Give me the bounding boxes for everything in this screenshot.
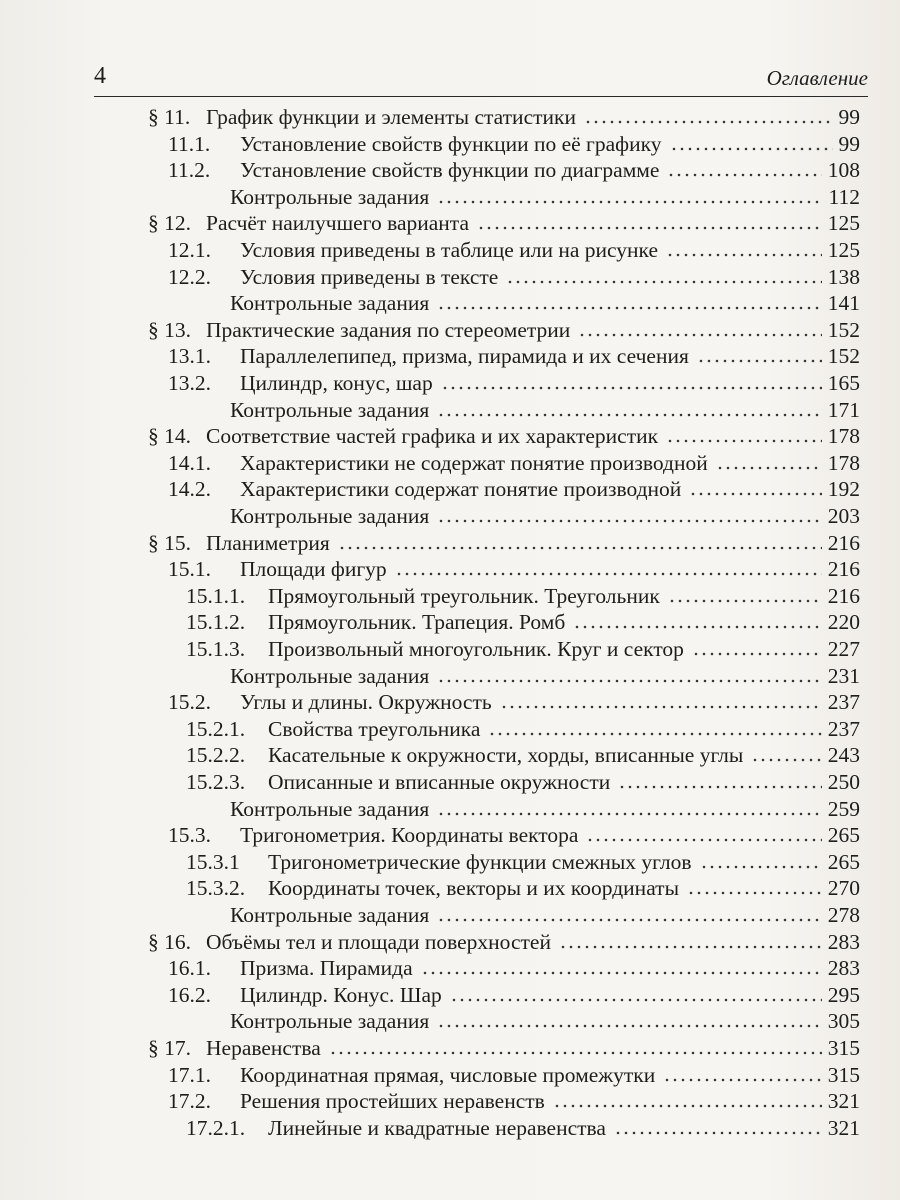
toc-entry-number: 12.2.	[168, 264, 211, 289]
toc-section-row	[168, 474, 860, 502]
toc-section-row	[168, 368, 860, 396]
toc-entry-title: Углы и длины. Окружность	[240, 690, 492, 715]
toc-leader-dots	[437, 1024, 822, 1028]
toc-page-ref: 305	[827, 1009, 860, 1034]
toc-entry-number: § 14.	[148, 424, 191, 449]
toc-entry-title: Контрольные задания	[230, 663, 430, 688]
toc-section-row	[220, 900, 860, 928]
toc-page-ref: 99	[838, 131, 860, 156]
toc-entry-title: Объёмы тел и площади поверхностей	[206, 929, 551, 954]
toc-section-row	[168, 235, 860, 263]
toc-subsection-row	[186, 581, 860, 609]
toc-leader-dots	[578, 333, 821, 337]
toc-entry-number: 15.2.3.	[186, 770, 246, 794]
toc-entry-number: 16.2.	[168, 982, 211, 1007]
toc-page-ref: 125	[827, 238, 860, 262]
toc-section-row	[220, 395, 860, 423]
toc-entry-title: Установление свойств функции по её графику	[240, 131, 662, 156]
toc-section-row	[168, 1060, 860, 1088]
toc-section-row	[220, 288, 860, 316]
toc-leader-dots	[689, 492, 821, 496]
toc-page-ref: 227	[827, 637, 860, 661]
toc-entry-title: График функции и элементы статистики	[206, 105, 576, 129]
toc-section-row	[168, 980, 860, 1008]
toc-page-ref: 108	[827, 158, 860, 183]
toc-entry-number: 15.2.	[168, 690, 211, 715]
toc-section-row	[168, 262, 860, 290]
toc-entry-number: 17.2.1.	[186, 1115, 246, 1140]
toc-leader-dots	[441, 386, 822, 390]
toc-leader-dots	[437, 918, 822, 922]
toc-chapter-row	[148, 1033, 860, 1061]
toc-entry-title: Контрольные задания	[230, 504, 430, 528]
toc-section-row	[168, 448, 860, 476]
toc-leader-dots	[437, 200, 822, 204]
toc-entry-title: Решения простейших неравенств	[240, 1089, 545, 1114]
toc-page-ref: 220	[827, 610, 860, 635]
toc-leader-dots	[450, 998, 822, 1002]
toc-entry-title: Координатная прямая, числовые промежутки	[240, 1062, 656, 1087]
toc-page-ref: 203	[827, 504, 860, 528]
toc-leader-dots	[751, 758, 821, 762]
toc-entry-title: Цилиндр. Конус. Шар	[240, 982, 442, 1007]
toc-section-row	[168, 1086, 860, 1114]
toc-subsection-row	[186, 1113, 860, 1141]
toc-subsection-row	[186, 847, 860, 875]
toc-page-ref: 216	[827, 557, 860, 582]
toc-entry-number: 13.1.	[168, 344, 211, 369]
toc-entry-number: 15.1.	[168, 557, 211, 582]
toc-entry-title: Параллелепипед, призма, пирамида и их сечения	[240, 344, 689, 369]
toc-entry-title: Тригонометрические функции смежных углов	[268, 849, 692, 874]
toc-entry-number: 14.1.	[168, 450, 211, 475]
toc-page-ref: 231	[827, 663, 860, 688]
toc-section-row	[220, 794, 860, 822]
toc-leader-dots	[421, 971, 822, 975]
toc-chapter-row	[148, 528, 860, 556]
toc-entry-title: Контрольные задания	[230, 291, 430, 316]
toc-leader-dots	[586, 838, 821, 842]
toc-leader-dots	[500, 705, 822, 709]
toc-page-ref: 315	[827, 1062, 860, 1087]
toc-entry-number: § 13.	[148, 317, 191, 342]
toc-leader-dots	[692, 652, 822, 656]
toc-leader-dots	[437, 413, 822, 417]
toc-entry-number: 15.3.2.	[186, 876, 246, 901]
toc-page-ref: 315	[827, 1036, 860, 1060]
toc-entry-title: Планиметрия	[206, 530, 330, 555]
toc-entry-title: Площади фигур	[240, 557, 387, 582]
toc-leader-dots	[488, 732, 821, 736]
toc-entry-number: 16.1.	[168, 956, 211, 981]
toc-leader-dots	[437, 306, 822, 310]
running-head	[94, 62, 868, 97]
toc-leader-dots	[668, 599, 822, 603]
toc-leader-dots	[338, 546, 822, 550]
toc-subsection-row	[186, 740, 860, 768]
toc-leader-dots	[477, 226, 822, 230]
toc-page-ref: 171	[827, 397, 860, 422]
toc-page-ref: 321	[827, 1115, 860, 1140]
toc-page-ref: 152	[827, 344, 860, 369]
toc-chapter-row	[148, 102, 860, 130]
toc-section-row	[220, 182, 860, 210]
toc-entry-number: 15.2.1.	[186, 716, 246, 741]
toc-entry-title: Координаты точек, векторы и их координаты	[268, 876, 680, 901]
toc-chapter-row	[148, 421, 860, 449]
toc-section-row	[168, 820, 860, 848]
toc-entry-title: Условия приведены в таблице или на рисунке	[240, 238, 658, 262]
toc-page-ref: 178	[827, 450, 860, 475]
toc-section-row	[168, 953, 860, 981]
toc-page-ref: 237	[827, 716, 860, 741]
toc-entry-number: § 12.	[148, 211, 191, 236]
toc-entry-number: 13.2.	[168, 371, 211, 395]
toc-page-ref: 278	[827, 903, 860, 927]
toc-entry-number: 12.1.	[168, 238, 211, 262]
toc-page-ref: 283	[827, 929, 860, 954]
toc-page-ref: 259	[827, 796, 860, 821]
toc-page-ref: 125	[827, 211, 860, 236]
toc-leader-dots	[553, 1104, 822, 1108]
toc-entry-title: Прямоугольный треугольник. Треугольник	[268, 583, 660, 608]
toc-entry-number: 15.3.	[168, 823, 211, 848]
toc-page-ref: 250	[827, 770, 860, 794]
toc-page-ref: 112	[828, 184, 860, 209]
toc-leader-dots	[670, 147, 833, 151]
toc-entry-title: Произвольный многоугольник. Круг и сектор	[268, 637, 684, 661]
toc-section-row	[168, 155, 860, 183]
toc-leader-dots	[437, 679, 822, 683]
toc-subsection-row	[186, 634, 860, 662]
toc-leader-dots	[667, 173, 821, 177]
toc-section-row	[220, 661, 860, 689]
toc-entry-number: 11.2.	[168, 158, 211, 183]
toc-chapter-row	[148, 208, 860, 236]
toc-entry-title: Условия приведены в тексте	[240, 264, 499, 289]
toc-entry-title: Неравенства	[206, 1036, 321, 1060]
toc-subsection-row	[186, 767, 860, 795]
toc-entry-title: Расчёт наилучшего варианта	[206, 211, 470, 236]
toc-page-ref: 265	[827, 849, 860, 874]
toc-entry-title: Свойства треугольника	[268, 716, 481, 741]
toc-leader-dots	[697, 359, 822, 363]
toc-entry-title: Практические задания по стереометрии	[206, 317, 571, 342]
toc-page-ref: 243	[827, 743, 860, 768]
toc-entry-number: 15.1.2.	[186, 610, 246, 635]
toc-entry-title: Описанные и вписанные окружности	[268, 770, 611, 794]
toc-page-ref: 295	[827, 982, 860, 1007]
toc-leader-dots	[395, 572, 822, 576]
toc-section-row	[220, 501, 860, 529]
toc-page-ref: 283	[827, 956, 860, 981]
toc-entry-title: Касательные к окружности, хорды, вписанные углы	[268, 743, 744, 768]
toc-leader-dots	[716, 466, 822, 470]
toc-leader-dots	[666, 439, 822, 443]
toc-page-ref: 270	[827, 876, 860, 901]
toc-entry-title: Контрольные задания	[230, 184, 430, 209]
toc-entry-title: Контрольные задания	[230, 903, 430, 927]
toc-entry-number: § 17.	[148, 1036, 191, 1060]
toc-page-ref: 265	[827, 823, 860, 848]
toc-page-ref: 178	[827, 424, 860, 449]
toc-subsection-row	[186, 714, 860, 742]
toc-entry-title: Установление свойств функции по диаграмме	[240, 158, 660, 183]
toc-entry-title: Соответствие частей графика и их характеристик	[206, 424, 659, 449]
toc-leader-dots	[506, 280, 821, 284]
toc-page-ref: 138	[827, 264, 860, 289]
toc-chapter-row	[148, 927, 860, 955]
toc-page-ref: 216	[827, 530, 860, 555]
toc-subsection-row	[186, 607, 860, 635]
toc-leader-dots	[666, 253, 822, 257]
toc-entry-number: 15.2.2.	[186, 743, 246, 768]
toc-section-row	[220, 1006, 860, 1034]
toc-entry-number: § 11.	[148, 105, 191, 129]
toc-page-ref: 152	[827, 317, 860, 342]
toc-entry-title: Характеристики не содержат понятие производной	[240, 450, 708, 475]
toc-leader-dots	[700, 865, 822, 869]
toc-page-ref: 216	[827, 583, 860, 608]
toc-page-ref: 165	[827, 371, 860, 395]
toc-leader-dots	[663, 1078, 822, 1082]
toc-page-ref: 321	[827, 1089, 860, 1114]
toc-entry-title: Характеристики содержат понятие производной	[240, 477, 682, 502]
page-number: 4	[94, 63, 106, 89]
toc-leader-dots	[573, 625, 821, 629]
toc-leader-dots	[618, 785, 822, 789]
toc-page-ref: 141	[827, 291, 860, 316]
toc-entry-title: Контрольные задания	[230, 796, 430, 821]
toc-entry-title: Линейные и квадратные неравенства	[268, 1115, 606, 1140]
toc-subsection-row	[186, 873, 860, 901]
toc-leader-dots	[437, 812, 822, 816]
toc-leader-dots	[687, 891, 822, 895]
toc-section-row	[168, 687, 860, 715]
toc-chapter-row	[148, 315, 860, 343]
toc-entry-title: Тригонометрия. Координаты вектора	[240, 823, 579, 848]
toc-section-row	[168, 554, 860, 582]
toc-page-ref: 99	[838, 105, 860, 129]
toc-entry-number: 15.1.1.	[186, 583, 246, 608]
toc-entry-number: 15.1.3.	[186, 637, 246, 661]
toc-entry-title: Контрольные задания	[230, 1009, 430, 1034]
toc-entry-number: 17.1.	[168, 1062, 211, 1087]
toc-page-ref: 192	[827, 477, 860, 502]
toc-leader-dots	[437, 519, 822, 523]
toc-leader-dots	[584, 120, 833, 124]
toc-entry-title: Призма. Пирамида	[240, 956, 413, 981]
toc-entry-number: § 15.	[148, 530, 191, 555]
toc-leader-dots	[329, 1051, 822, 1055]
toc-entry-number: 11.1.	[168, 131, 211, 156]
toc-entry-number: 14.2.	[168, 477, 211, 502]
toc-page-ref: 237	[827, 690, 860, 715]
toc-entry-number: § 16.	[148, 929, 191, 954]
section-name: Оглавление	[766, 66, 868, 90]
toc-entry-number: 17.2.	[168, 1089, 211, 1114]
toc-section-row	[168, 129, 860, 157]
toc-leader-dots	[614, 1131, 822, 1135]
toc-section-row	[168, 341, 860, 369]
toc-entry-title: Контрольные задания	[230, 397, 430, 422]
toc-leader-dots	[559, 945, 822, 949]
toc-entry-title: Прямоугольник. Трапеция. Ромб	[268, 610, 566, 635]
toc-entry-title: Цилиндр, конус, шар	[240, 371, 433, 395]
toc-entry-number: 15.3.1	[186, 849, 240, 874]
